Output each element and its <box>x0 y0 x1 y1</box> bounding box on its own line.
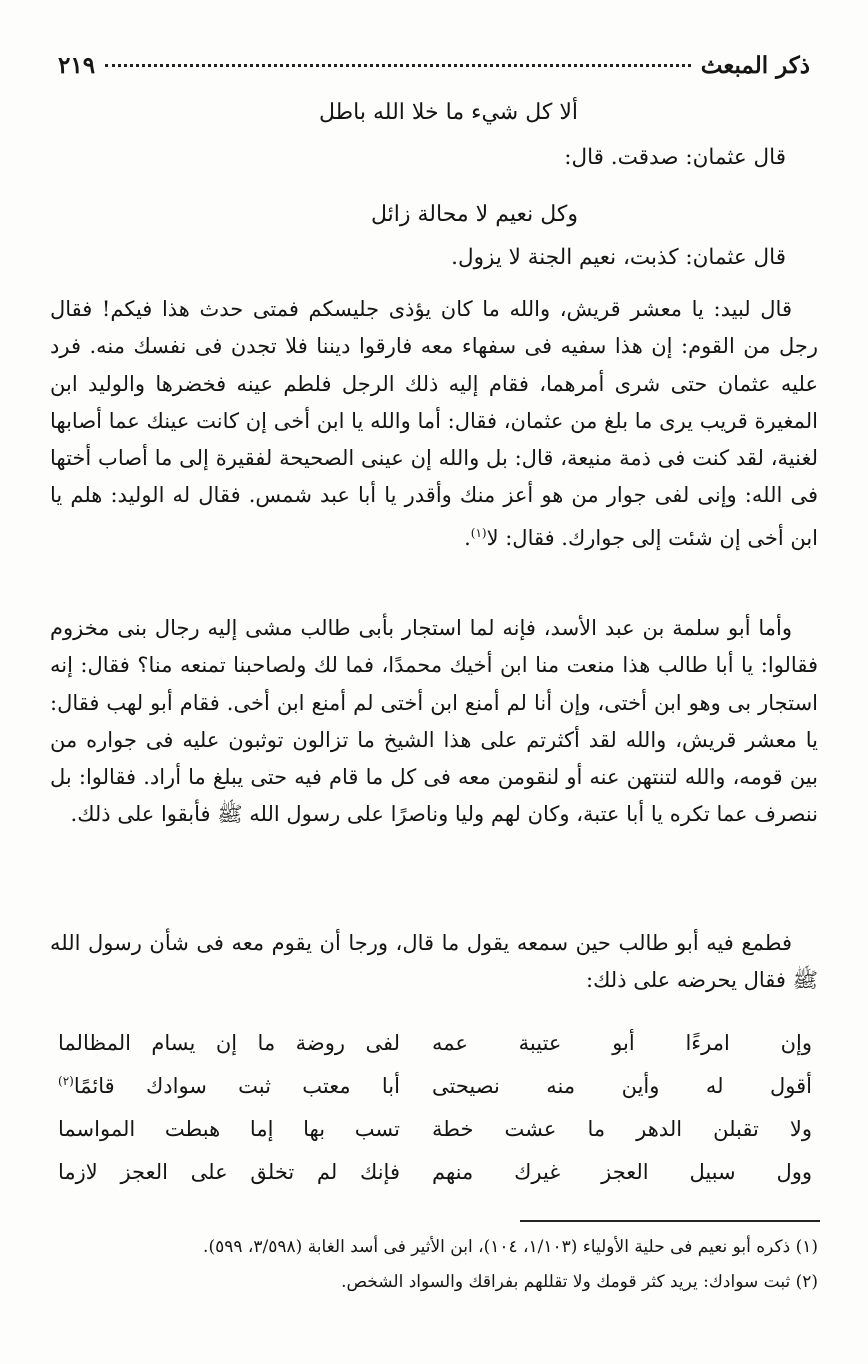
footnotes <box>48 1232 818 1302</box>
footnote-1: (١) ذكره أبو نعيم فى حلية الأولياء (١/١٠٣، ١٠٤)، ابن الأثير فى أسد الغابة (٣/٥٩٨، ٥٩٩). <box>203 1237 818 1257</box>
poem-row <box>58 1064 812 1107</box>
poem-hemistich-text: أبا معتب ثبت سوادك قائمًا <box>73 1073 400 1098</box>
page-number: ٢١٩ <box>58 52 96 79</box>
poem-second-hemistich: تسب بها إما هبطت المواسما <box>58 1116 400 1141</box>
footnote-separator <box>520 1220 820 1222</box>
poem-row <box>58 1107 812 1150</box>
paragraph-3-text: فطمع فيه أبو طالب حين سمعه يقول ما قال، ورجا أن يقوم معه فى شأن رسول الله ﷺ فقال يحرضه على ذلك: <box>50 931 818 993</box>
paragraph-abu-talib <box>50 925 818 1000</box>
poem-first-hemistich: وإن امرءًا أبو عتيبة عمه <box>432 1030 812 1055</box>
verse-line-1: ألا كل شيء ما خلا الله باطل <box>319 100 578 125</box>
chapter-title: ذكر المبعث <box>700 52 810 79</box>
poem-first-hemistich: وول سبيل العجز غيرك منهم <box>432 1159 812 1184</box>
paragraph-abu-salama <box>50 610 818 834</box>
footnote-ref-1: (١) <box>470 525 487 540</box>
verse-reply-1: قال عثمان: صدقت. قال: <box>564 145 786 170</box>
verse-reply-2: قال عثمان: كذبت، نعيم الجنة لا يزول. <box>451 245 786 270</box>
poem-row <box>58 1021 812 1064</box>
poem-row <box>58 1150 812 1193</box>
paragraph-2-text: وأما أبو سلمة بن عبد الأسد، فإنه لما استجار بأبى طالب مشى إليه رجال بنى مخزوم فقالوا: يا أبا طالب هذا منعت منا ابن أخيك محمدًا، فما لك ولصاحبنا تمنعه منا؟ فقال: إنه استجار بى وهو ابن أختى، وإن أنا لم أمنع ابن أختى لم أمنع ابن أخى. فقام أبو لهب فقال: يا معشر قريش، والله لقد أكثرتم على هذا الشيخ ما تزالون توثبون عليه فى جواره من بين قومه، والله لتنتهن عنه أو لنقومن معه فى كل ما قام فيه حتى يبلغ ما أراد. فقالوا: بل ننصرف عما تكره يا أبا عتبة، وكان لهم وليا وناصرًا على رسول الله ﷺ فأبقوا على ذلك. <box>50 616 818 827</box>
paragraph-labid: قال لبيد: يا معشر قريش، والله ما كان يؤذى جليسكم فمتى حدث هذا فيكم! فقال رجل من القوم: إن هذا سفيه فى سفهاء معه فارقوا ديننا فلا تجدن فى نفسك منه. فرد عليه عثمان حتى شرى أمرهما، فقام إليه ذلك الرجل فلطم عينه فخضرها والوليد ابن المغيرة قريب يرى ما بلغ من عثمان، فقال: أما والله يا ابن أخى إن كانت عينك عما أصابها لغنية، لقد كنت فى ذمة منيعة، قال: بل والله إن عينى الصحيحة لفقيرة إلى ما أصاب أختها فى الله: وإنى لفى جوار من هو أعز منك وأقدر يا أبا عبد شمس. فقال له الوليد: هلم يا ابن أخى إن شئت إلى جوارك. فقال: لا$^{(١)}$. <box>50 297 818 550</box>
dotted-leader <box>105 64 691 67</box>
paragraph-1-text: قال لبيد: يا معشر قريش، والله ما كان يؤذى جليسكم فمتى حدث هذا فيكم! فقال رجل من القوم: إن هذا سفيه فى سفهاء معه فارقوا ديننا فلا تجدن فى نفسك منه. فرد عليه عثمان حتى شرى أمرهما، فقام إليه ذلك الرجل فلطم عينه فخضرها والوليد ابن المغيرة قريب يرى ما بلغ من عثمان، فقال: أما والله يا ابن أخى إن كانت عينك عما أصابها لغنية، لقد كنت فى ذمة منيعة، قال: بل والله إن عينى الصحيحة لفقيرة إلى ما أصاب أختها فى الله: وإنى لفى جوار من هو أعز منك وأقدر يا أبا عبد شمس. فقال له الوليد: هلم يا ابن أخى إن شئت إلى جوارك. فقال: لا <box>50 297 818 550</box>
footnote-ref-2: (٢) <box>58 1073 74 1088</box>
footnote-2: (٢) ثبت سوادك: يريد كثر قومك ولا تقللهم بفراقك والسواد الشخص. <box>341 1272 818 1292</box>
poem <box>58 1021 812 1193</box>
running-header <box>58 52 810 79</box>
poem-second-hemistich <box>58 1074 400 1098</box>
poem-second-hemistich: لفى روضة ما إن يسام المظالما <box>58 1030 400 1055</box>
verse-line-2: وكل نعيم لا محالة زائل <box>370 202 578 227</box>
poem-first-hemistich: أقول له وأين منه نصيحتى <box>432 1073 812 1098</box>
poem-first-hemistich: ولا تقبلن الدهر ما عشت خطة <box>432 1116 812 1141</box>
poem-second-hemistich: فإنك لم تخلق على العجز لازما <box>58 1159 400 1184</box>
